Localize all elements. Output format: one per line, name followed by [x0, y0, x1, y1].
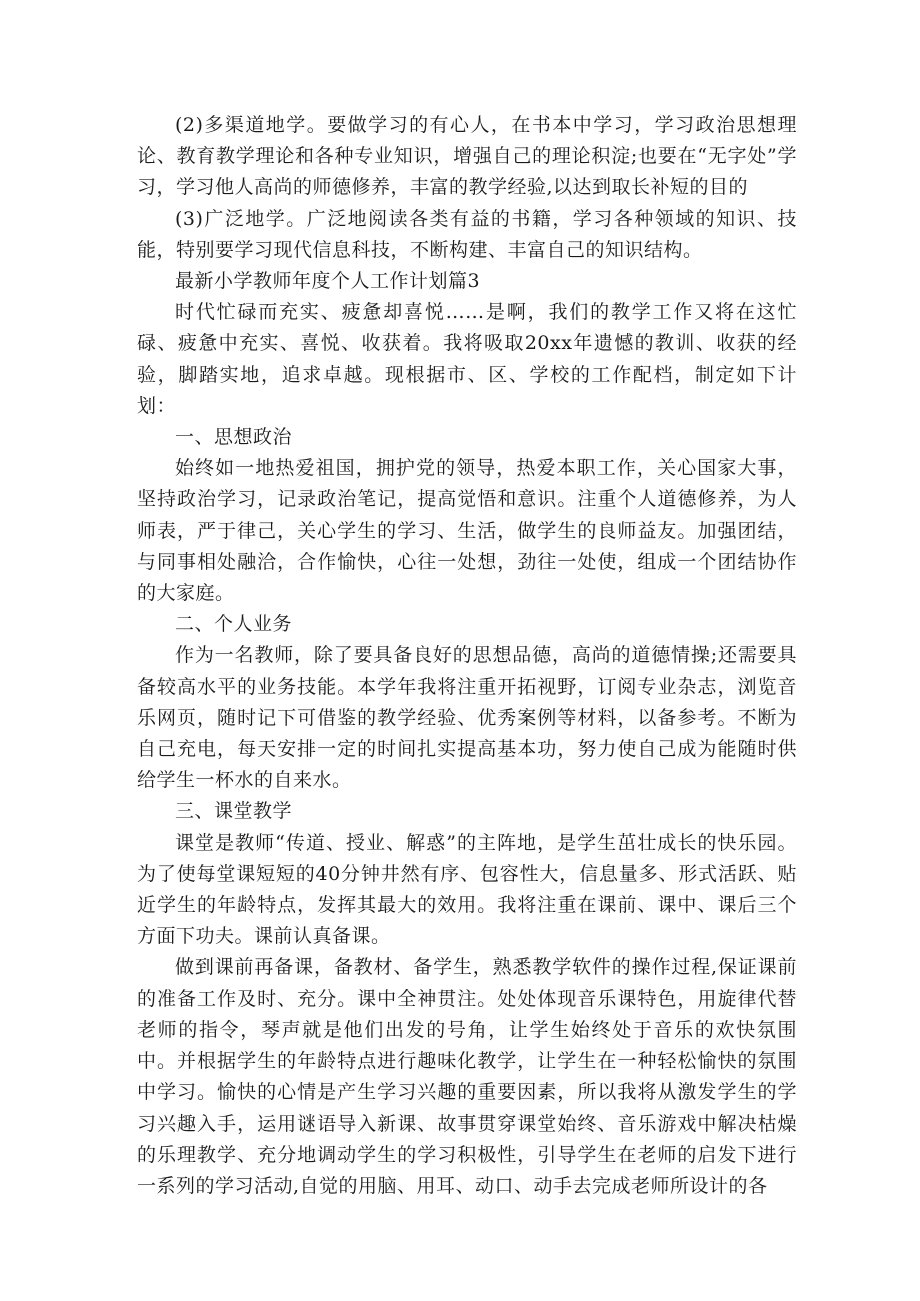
heading-personal-business: 二、个人业务 [175, 613, 293, 636]
heading-classroom-teaching: 三、课堂教学 [175, 800, 293, 823]
paragraph-personal-business: 作为一名教师，除了要具备良好的思想品德，高尚的道德情操;还需要具备较高水平的业务技能。本学年我将注重开拓视野，订阅专业杂志，浏览音乐网页，随时记下可借鉴的教学经验、优秀案例等材料，以备参考。不断为自己充电，每天安排一定的时间扎实提高基本功，努力使自己成为能随时供给学生一杯水的自来水。 [137, 644, 797, 792]
section-title-plan-3: 最新小学教师年度个人工作计划篇3 [175, 270, 481, 293]
paragraph-ideology-politics: 始终如一地热爱祖国，拥护党的领导，热爱本职工作，关心国家大事，坚持政治学习，记录政治笔记，提高觉悟和意识。注重个人道德修养，为人师表，严于律己，关心学生的学习、生活，做学生的良师益友。加强团结，与同事相处融洽，合作愉快，心往一处想，劲往一处使，组成一个团结协作的大家庭。 [137, 457, 797, 605]
paragraph-broad-learning: (3)广泛地学。广泛地阅读各类有益的书籍，学习各种领域的知识、技能，特别要学习现代信息科技，不断构建、丰富自己的知识结构。 [137, 207, 797, 261]
paragraph-lesson-preparation: 做到课前再备课，备教材、备学生，熟悉教学软件的操作过程,保证课前的准备工作及时、充分。课中全神贯注。处处体现音乐课特色，用旋律代替老师的指令，琴声就是他们出发的号角，让学生始终处于音乐的欢快氛围中。并根据学生的年龄特点进行趣味化教学，让学生在一种轻松愉快的氛围中学习。愉快的心情是产生学习兴趣的重要因素，所以我将从激发学生的学习兴趣入手，运用谜语导入新课、故事贯穿课堂始终、音乐游戏中解决枯燥的乐理教学、充分地调动学生的学习积极性，引导学生在老师的启发下进行一系列的学习活动,自觉的用脑、用耳、动口、动手去完成老师所设计的各 [137, 956, 797, 1197]
paragraph-intro: 时代忙碌而充实、疲惫却喜悦……是啊，我们的教学工作又将在这忙碌、疲惫中充实、喜悦、收获着。我将吸取20xx年遗憾的教训、收获的经验，脚踏实地，追求卓越。现根据市、区、学校的工作配档，制定如下计划： [137, 301, 797, 417]
document-body [137, 110, 797, 1202]
paragraph-multi-channel-learning: (2)多渠道地学。要做学习的有心人，在书本中学习，学习政治思想理论、教育教学理论和各种专业知识，增强自己的理论积淀;也要在“无字处”学习，学习他人高尚的师德修养，丰富的教学经验,以达到取长补短的目的 [137, 114, 797, 199]
heading-ideology-politics: 一、思想政治 [175, 426, 293, 449]
paragraph-classroom-teaching: 课堂是教师“传道、授业、解惑”的主阵地，是学生茁壮成长的快乐园。为了使每堂课短短的40分钟井然有序、包容性大，信息量多、形式活跃、贴近学生的年龄特点，发挥其最大的效用。我将注重在课前、课中、课后三个方面下功夫。课前认真备课。 [137, 831, 797, 948]
